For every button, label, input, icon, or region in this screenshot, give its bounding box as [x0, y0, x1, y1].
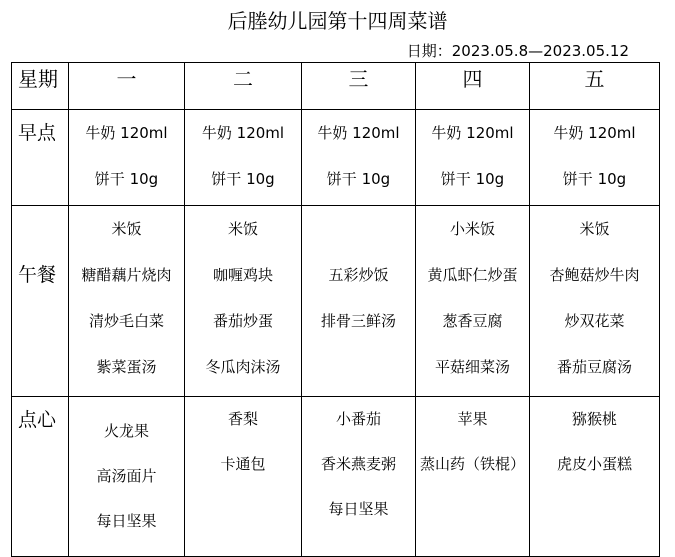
- menu-item: 小番茄: [335, 410, 381, 428]
- snack-row: [12, 397, 660, 557]
- breakfast-mon: [69, 110, 185, 206]
- breakfast-fri: [530, 110, 660, 206]
- weekday-corner-label: 星期: [12, 63, 69, 110]
- menu-item: 牛奶 120ml: [553, 124, 636, 142]
- day-friday: 五: [530, 63, 660, 110]
- row-label-breakfast: [12, 110, 69, 206]
- menu-item: 牛奶 120ml: [317, 124, 400, 142]
- snack-fri: [530, 397, 660, 557]
- menu-item: 虎皮小蛋糕: [556, 455, 632, 473]
- menu-item: 香梨: [227, 410, 258, 428]
- row-label-snack: [12, 397, 69, 557]
- menu-item: 排骨三鲜汤: [320, 312, 396, 330]
- menu-item: 香米燕麦粥: [320, 455, 396, 473]
- breakfast-row: [12, 110, 660, 206]
- breakfast-thu: [416, 110, 530, 206]
- snack-wed: [302, 397, 416, 557]
- menu-item: 牛奶 120ml: [85, 124, 168, 142]
- page-title: 后塍幼儿园第十四周菜谱: [227, 9, 448, 33]
- menu-item: 咖喱鸡块: [212, 266, 273, 284]
- menu-table: [11, 62, 660, 557]
- menu-item: 小米饭: [449, 220, 495, 238]
- menu-item: 猕猴桃: [571, 410, 617, 428]
- menu-item: 杏鲍菇炒牛肉: [549, 266, 640, 284]
- menu-item: 苹果: [457, 410, 488, 428]
- menu-item: [302, 206, 415, 252]
- menu-item: 紫菜蛋汤: [96, 358, 157, 376]
- menu-item: 蒸山药（铁棍）: [419, 455, 525, 473]
- menu-item: 牛奶 120ml: [201, 124, 285, 142]
- menu-item: 冬瓜肉沫汤: [205, 358, 281, 376]
- date-range: 日期：2023.05.8—2023.05.12: [406, 42, 629, 60]
- day-thursday: 四: [416, 63, 530, 110]
- day-tuesday: 二: [185, 63, 302, 110]
- breakfast-tue: [185, 110, 302, 206]
- menu-item: 糖醋藕片烧肉: [81, 266, 172, 284]
- lunch-thu: [416, 206, 530, 397]
- menu-item: 每日坚果: [328, 500, 389, 518]
- row-label-text: 早点: [18, 122, 57, 144]
- menu-item: 葱香豆腐: [442, 312, 503, 330]
- menu-item: 炒双花菜: [564, 312, 625, 330]
- row-label-lunch: [12, 206, 69, 397]
- menu-item: 卡通包: [220, 455, 266, 473]
- menu-item: 牛奶 120ml: [431, 124, 514, 142]
- menu-item: 饼干 10g: [94, 170, 159, 188]
- menu-item: 清炒毛白菜: [88, 312, 164, 330]
- menu-item: 饼干 10g: [211, 170, 275, 188]
- lunch-mon: [69, 206, 185, 397]
- menu-item: 番茄豆腐汤: [556, 358, 632, 376]
- lunch-fri: [530, 206, 660, 397]
- snack-tue: [185, 397, 302, 557]
- menu-item: 平菇细菜汤: [434, 358, 510, 376]
- menu-item: 每日坚果: [96, 512, 157, 530]
- menu-item: 米饭: [579, 220, 610, 238]
- row-label-text: 点心: [18, 409, 57, 431]
- menu-item: 番茄炒蛋: [212, 312, 273, 330]
- menu-item: 黄瓜虾仁炒蛋: [427, 266, 518, 284]
- menu-item: [302, 344, 415, 390]
- snack-thu: [416, 397, 530, 557]
- day-wednesday: 三: [302, 63, 416, 110]
- menu-item: 饼干 10g: [562, 170, 627, 188]
- header-row: [12, 63, 660, 110]
- menu-item: 米饭: [111, 220, 142, 238]
- menu-item: 饼干 10g: [326, 170, 391, 188]
- menu-item: 饼干 10g: [440, 170, 505, 188]
- lunch-row: [12, 206, 660, 397]
- menu-item: 五彩炒饭: [328, 266, 389, 284]
- menu-item: 高汤面片: [96, 467, 157, 485]
- lunch-wed: [302, 206, 416, 397]
- snack-mon: [69, 397, 185, 557]
- lunch-tue: [185, 206, 302, 397]
- menu-item: 火龙果: [103, 422, 149, 440]
- row-label-text: 午餐: [18, 264, 57, 286]
- day-monday: 一: [69, 63, 185, 110]
- breakfast-wed: [302, 110, 416, 206]
- menu-item: 米饭: [227, 220, 258, 238]
